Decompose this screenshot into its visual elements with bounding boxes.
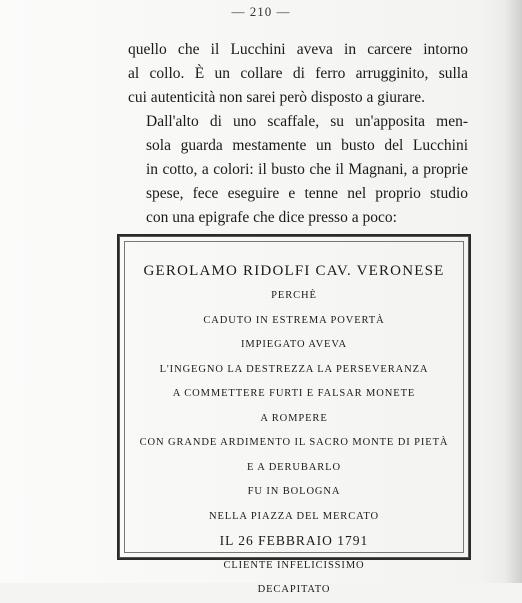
epigraph-text [119, 258, 469, 603]
epigraph-line: CADUTO IN ESTREMA POVERTÀ [203, 314, 385, 326]
epigraph-line: L'INGEGNO LA DESTREZZA LA PERSEVERANZA [159, 363, 429, 375]
epigraph-line: CLIENTE INFELICISSIMO [223, 559, 365, 571]
text-line: in cotto, a colori: il busto che il Magnani, a proprie [146, 161, 468, 178]
text-line: al collo. È un collare di ferro arrugginito, sulla [128, 65, 468, 82]
text-line: con una epigrafe che dice presso a poco: [146, 209, 397, 226]
paragraph-2 [128, 110, 468, 230]
body-text [128, 38, 468, 230]
epigraph-line: E A DERUBARLO [247, 461, 341, 473]
epigraph-line: A ROMPERE [260, 412, 328, 424]
epigraph-line: IMPIEGATO AVEVA [241, 339, 347, 350]
epigraph-line: DECAPITATO [257, 584, 331, 595]
text-line: quello che il Lucchini aveva in carcere intorno [128, 41, 468, 58]
epigraph-line: A COMMETTERE FURTI E FALSAR MONETE [172, 388, 416, 399]
paragraph-1 [128, 38, 468, 110]
text-line: Dall'alto di uno scaffale, su un'apposita men- [146, 113, 468, 130]
text-line: spese, fece eseguire e tenne nel proprio studio [146, 185, 468, 202]
text-line: sola guarda mestamente un busto del Lucchini [146, 137, 468, 154]
page-gutter-shadow [504, 0, 522, 583]
epigraph-line: IL 26 FEBBRAIO 1791 [219, 533, 369, 548]
epigraph-line: PERCHÈ [271, 290, 317, 301]
epigraph-line: GEROLAMO RIDOLFI CAV. VERONESE [143, 263, 445, 279]
epigraph-line: FU IN BOLOGNA [247, 486, 341, 497]
epigraph-frame [117, 234, 471, 595]
text-line: cui autenticità non sarei però disposto a giurare. [128, 89, 425, 106]
epigraph-line: CON GRANDE ARDIMENTO IL SACRO MONTE DI PIETÀ [139, 437, 449, 448]
epigraph-line: NELLA PIAZZA DEL MERCATO [208, 510, 380, 522]
page-number: — 210 — [231, 4, 291, 19]
